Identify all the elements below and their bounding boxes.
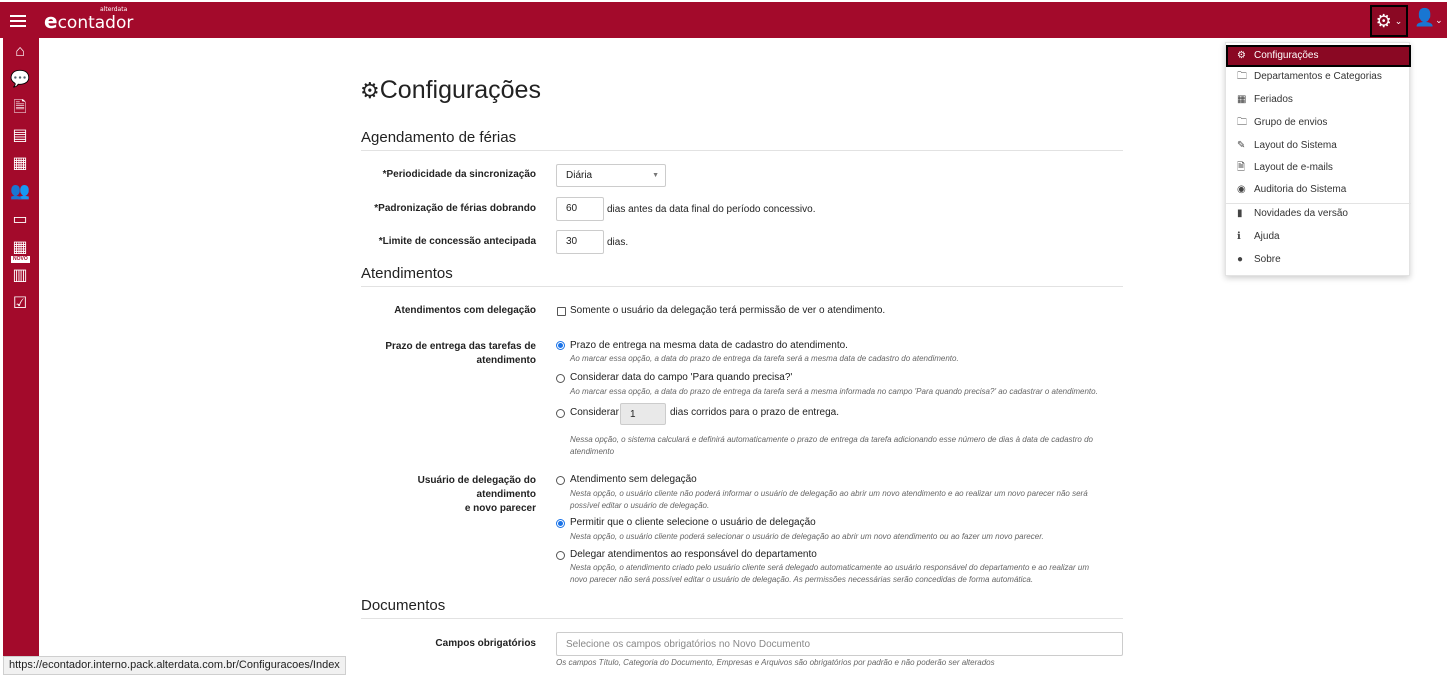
deadline-option-when-needed-radio[interactable] — [556, 374, 565, 383]
sync-periodicity-label: *Periodicidade da sincronização — [382, 169, 536, 180]
menu-item-grupo-de-envios[interactable]: 🗀 Grupo de envios — [1226, 112, 1411, 134]
calendar-icon: ▦ — [1237, 94, 1247, 105]
menu-item-departamentos[interactable]: 🗀 Departamentos e Categorias — [1226, 66, 1411, 88]
hamburger-menu-icon[interactable] — [10, 12, 26, 28]
brush-icon: ✎ — [1237, 140, 1246, 151]
required-fields-hint: Os campos Título, Categoria do Documento, Empresas e Arquivos são obrigatórios por padrão e não poderão ser alterados — [556, 658, 995, 667]
delegation-client-selects-hint: Nesta opção, o usuário cliente poderá selecionar o usuário de delegação ao abrir um novo atendimento ou ao fazer um novo parecer. — [570, 532, 1044, 541]
vacation-doubling-label: *Padronização de férias dobrando — [374, 203, 536, 214]
deadline-option-when-needed-hint: Ao marcar essa opção, a data do prazo de entrega da tarefa será a mesma informada no campo 'Para quando precisa?' ao cadastrar o atendimento. — [570, 387, 1098, 396]
menu-item-configuracoes[interactable]: ⚙ Configurações — [1226, 45, 1411, 67]
user-icon: 👤 — [1414, 8, 1436, 27]
building-icon[interactable]: ▦ — [12, 155, 28, 172]
delegation-none-hint: Nesta opção, o usuário cliente não poderá informar o usuário de delegação ao abrir um novo atendimento e ao realizar um novo parecer não será possível editar o usuário de delegação. — [570, 489, 1088, 510]
app-logo[interactable]: econtador alterdata — [44, 6, 134, 33]
menu-item-novidades[interactable]: ▮ Novidades da versão — [1226, 203, 1411, 225]
section-services: Atendimentos — [361, 265, 1123, 287]
deadline-option-days-suffix: dias corridos para o prazo de entrega. — [670, 407, 839, 418]
delegation-department-hint: Nesta opção, o atendimento criado pelo usuário cliente será delegado automaticamente ao usuário responsável do departamento e ao realizar um novo parecer não será possível editar o usuário de delegação. As permissões necessárias serão concedidas de forma automática. — [570, 563, 1089, 584]
deadline-option-same-date-radio[interactable] — [556, 341, 565, 350]
file-icon: 🗎 — [1237, 162, 1246, 173]
section-documents: Documentos — [361, 597, 1123, 619]
sync-periodicity-select[interactable]: Diária ▼ — [556, 164, 666, 187]
section-vacation-scheduling: Agendamento de férias — [361, 129, 1123, 151]
top-navbar — [0, 0, 1447, 38]
vacation-doubling-input[interactable]: 60 — [556, 197, 604, 221]
credit-card-icon[interactable]: ▭ — [12, 211, 28, 228]
deadline-option-days-radio[interactable] — [556, 409, 565, 418]
home-icon[interactable]: ⌂ — [15, 43, 25, 60]
document-icon[interactable]: 🗎 — [13, 99, 27, 116]
delegation-checkbox[interactable] — [557, 307, 566, 316]
menu-item-sobre[interactable]: ● Sobre — [1226, 249, 1411, 271]
delegation-client-selects-radio[interactable] — [556, 519, 565, 528]
folder-icon: 🗀 — [1237, 71, 1247, 82]
required-fields-label: Campos obrigatórios — [435, 638, 536, 649]
menu-item-auditoria[interactable]: ◉ Auditoria do Sistema — [1226, 179, 1411, 201]
delegation-department-label[interactable]: Delegar atendimentos ao responsável do departamento — [570, 549, 817, 560]
gear-icon: ⚙ — [1237, 50, 1246, 61]
delegation-client-selects-label[interactable]: Permitir que o cliente selecione o usuário de delegação — [570, 517, 816, 528]
deadline-option-same-date-label[interactable]: Prazo de entrega na mesma data de cadastro do atendimento. — [570, 340, 848, 351]
chevron-down-icon: ⌄ — [1394, 15, 1403, 26]
browser-status-url: https://econtador.interno.pack.alterdata.com.br/Configuracoes/Index — [3, 656, 346, 675]
delegation-none-label[interactable]: Atendimento sem delegação — [570, 474, 697, 485]
contact-card-icon[interactable]: ▤ — [12, 127, 28, 144]
users-icon[interactable]: 👥 — [10, 183, 30, 200]
calculator-icon[interactable]: ▦ NOVO — [12, 239, 28, 262]
page-title: ⚙Configurações — [360, 76, 541, 104]
eye-icon: ◉ — [1237, 184, 1246, 195]
checklist-icon[interactable]: ☑ — [12, 295, 28, 312]
info-circle-icon: ● — [1237, 254, 1244, 265]
deadline-option-same-date-hint: Ao marcar essa opção, a data do prazo de entrega da tarefa será a mesma data de cadastro do atendimento. — [570, 354, 959, 363]
sidebar — [0, 38, 39, 675]
menu-item-layout-sistema[interactable]: ✎ Layout do Sistema — [1226, 135, 1411, 157]
info-icon: ℹ — [1237, 231, 1241, 242]
gears-icon: ⚙ — [360, 78, 380, 103]
chat-icon[interactable]: 💬 — [10, 71, 30, 88]
settings-dropdown-menu — [1225, 42, 1410, 276]
settings-menu-button[interactable] — [1370, 5, 1408, 37]
deadline-label: Prazo de entrega das tarefas de atendimento — [385, 341, 536, 366]
delegation-user-label: Usuário de delegação do atendimento e novo parecer — [417, 475, 536, 514]
user-menu-button[interactable] — [1414, 8, 1443, 28]
bookmark-icon: ▮ — [1237, 208, 1243, 219]
deadline-days-input[interactable]: 1 — [620, 403, 666, 425]
delegation-label: Atendimentos com delegação — [394, 305, 536, 316]
required-fields-select[interactable]: Selecione os campos obrigatórios no Novo Documento — [556, 632, 1123, 656]
caret-down-icon: ▼ — [652, 172, 659, 179]
vacation-doubling-suffix: dias antes da data final do período concessivo. — [607, 204, 816, 215]
menu-item-feriados[interactable]: ▦ Feriados — [1226, 89, 1411, 111]
menu-item-ajuda[interactable]: ℹ Ajuda — [1226, 226, 1411, 248]
advance-limit-suffix: dias. — [607, 237, 629, 248]
delegation-department-radio[interactable] — [556, 551, 565, 560]
advance-limit-input[interactable]: 30 — [556, 230, 604, 254]
menu-item-layout-emails[interactable]: 🗎 Layout de e-mails — [1226, 157, 1411, 179]
gear-icon: ⚙ — [1375, 10, 1392, 31]
folder-icon: 🗀 — [1237, 117, 1247, 128]
bar-chart-icon[interactable]: ▥ — [12, 267, 28, 284]
deadline-option-days-hint: Nessa opção, o sistema calculará e definirá automaticamente o prazo de entrega da tarefa adicionando esse número de dias à data de cadastro do atendimento — [570, 435, 1093, 456]
delegation-none-radio[interactable] — [556, 476, 565, 485]
chevron-down-icon: ⌄ — [1435, 15, 1443, 25]
delegation-checkbox-label[interactable]: Somente o usuário da delegação terá permissão de ver o atendimento. — [570, 305, 886, 316]
deadline-option-days-prefix[interactable]: Considerar — [570, 407, 619, 418]
deadline-option-when-needed-label[interactable]: Considerar data do campo 'Para quando precisa?' — [570, 372, 793, 383]
advance-limit-label: *Limite de concessão antecipada — [378, 236, 536, 247]
new-badge: NOVO — [13, 256, 28, 262]
